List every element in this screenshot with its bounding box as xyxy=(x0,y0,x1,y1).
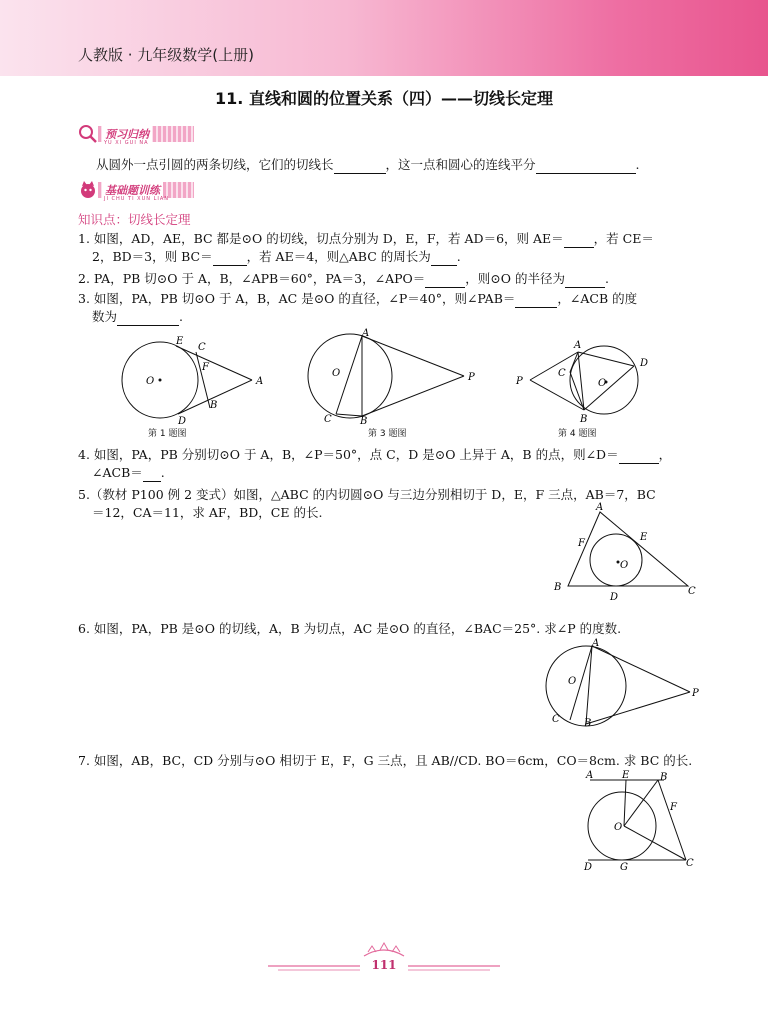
figure-5 xyxy=(548,502,698,606)
question-6: 6. 如图，PA，PB 是⊙O 的切线，A，B 为切点，AC 是⊙O 的直径，∠BAC＝25°. 求∠P 的度数. xyxy=(78,621,622,636)
question-1-line-2: 2，BD＝3，则 BC＝ ，若 AE＝4，则△ABC 的周长为 . xyxy=(92,249,461,264)
question-1-line-1: 1. 如图，AD，AE，BC 都是⊙O 的切线，切点分别为 D，E，F，若 AD＝6，则 AE＝ ，若 CE＝ xyxy=(78,231,654,246)
badge-review xyxy=(78,124,188,144)
figure-4-caption: 第 4 题图 xyxy=(558,429,597,439)
book-title: 人教版 · 九年级数学(上册) xyxy=(78,46,255,64)
question-4-line-2: ∠ACB＝ . xyxy=(92,465,165,480)
svg-text:O: O xyxy=(332,368,341,379)
svg-text:D: D xyxy=(610,592,619,603)
figure-7 xyxy=(578,770,702,874)
svg-text:B: B xyxy=(660,772,668,783)
svg-text:P: P xyxy=(692,688,699,699)
svg-text:P: P xyxy=(468,372,475,383)
svg-text:A: A xyxy=(596,502,604,513)
svg-text:C: C xyxy=(324,414,332,425)
question-7: 7. 如图，AB，BC，CD 分别与⊙O 相切于 E，F，G 三点，且 AB//CD. BO＝6cm，CO＝8cm. 求 BC 的长. xyxy=(78,753,693,768)
svg-text:A: A xyxy=(592,638,600,649)
svg-text:O: O xyxy=(620,560,629,571)
svg-text:O: O xyxy=(614,822,623,833)
badge-review-sub: YU XI GUI NA xyxy=(104,140,149,146)
svg-text:O: O xyxy=(598,378,607,389)
svg-text:O: O xyxy=(146,376,155,387)
question-4-line-1: 4. 如图，PA，PB 分别切⊙O 于 A，B，∠P＝50°，点 C，D 是⊙O 上异于 A，B 的点，则∠D＝ ， xyxy=(78,447,672,462)
svg-text:B: B xyxy=(554,582,562,593)
svg-text:O: O xyxy=(568,676,577,687)
header-band xyxy=(0,0,768,76)
svg-text:D: D xyxy=(584,862,593,873)
svg-text:E: E xyxy=(176,336,184,347)
svg-text:A: A xyxy=(256,376,264,387)
badge-practice xyxy=(78,180,188,200)
svg-text:F: F xyxy=(202,362,209,373)
figure-1 xyxy=(110,332,270,428)
figure-6 xyxy=(530,636,706,730)
svg-text:C: C xyxy=(552,714,560,725)
svg-text:B: B xyxy=(584,718,592,729)
svg-text:C: C xyxy=(686,858,694,869)
svg-text:D: D xyxy=(640,358,649,369)
badge-review-label: 预习归纳 xyxy=(102,126,152,142)
svg-text:A: A xyxy=(574,340,582,351)
svg-text:F: F xyxy=(578,538,585,549)
knowledge-point: 知识点：切线长定理 xyxy=(78,212,191,227)
svg-text:F: F xyxy=(670,802,677,813)
svg-text:B: B xyxy=(360,416,368,426)
intro-text: 从圆外一点引圆的两条切线，它们的切线长 ，这一点和圆心的连线平分 . xyxy=(96,157,640,172)
figure-3-caption: 第 3 题图 xyxy=(368,429,407,439)
badge-practice-sub: JI CHU TI XUN LIAN xyxy=(104,196,169,202)
svg-text:B: B xyxy=(210,400,218,411)
magnifier-icon xyxy=(78,124,98,144)
svg-text:C: C xyxy=(558,368,566,379)
svg-text:A: A xyxy=(362,328,370,339)
svg-text:C: C xyxy=(198,342,206,353)
question-3-line-1: 3. 如图，PA，PB 切⊙O 于 A，B，AC 是⊙O 的直径，∠P＝40°，则∠PAB＝ ，∠ACB 的度 xyxy=(78,291,638,306)
svg-text:E: E xyxy=(640,532,648,543)
svg-text:D: D xyxy=(178,416,187,427)
svg-text:B: B xyxy=(580,414,588,425)
page-title: 11. 直线和圆的位置关系（四）——切线长定理 xyxy=(215,89,553,108)
svg-text:A: A xyxy=(586,770,594,781)
page-number: 111 xyxy=(371,958,397,972)
svg-text:C: C xyxy=(688,586,696,597)
question-5-line-2: ＝12，CA＝11，求 AF，BD，CE 的长. xyxy=(92,505,323,520)
question-3-line-2: 数为 . xyxy=(92,309,183,324)
figure-1-caption: 第 1 题图 xyxy=(148,429,187,439)
svg-text:E: E xyxy=(622,770,630,781)
svg-text:P: P xyxy=(516,376,523,387)
svg-text:G: G xyxy=(620,862,628,873)
cat-icon xyxy=(78,180,98,200)
figure-3 xyxy=(298,326,484,426)
question-5-line-1: 5.（教材 P100 例 2 变式）如图，△ABC 的内切圆⊙O 与三边分别相切于 D，E，F 三点，AB＝7，BC xyxy=(78,487,656,502)
question-2: 2. PA，PB 切⊙O 于 A，B，∠APB＝60°，PA＝3，∠APO＝ ，则⊙O 的半径为 . xyxy=(78,271,609,286)
figure-4 xyxy=(514,334,654,426)
badge-practice-label: 基础题训练 xyxy=(102,182,163,198)
